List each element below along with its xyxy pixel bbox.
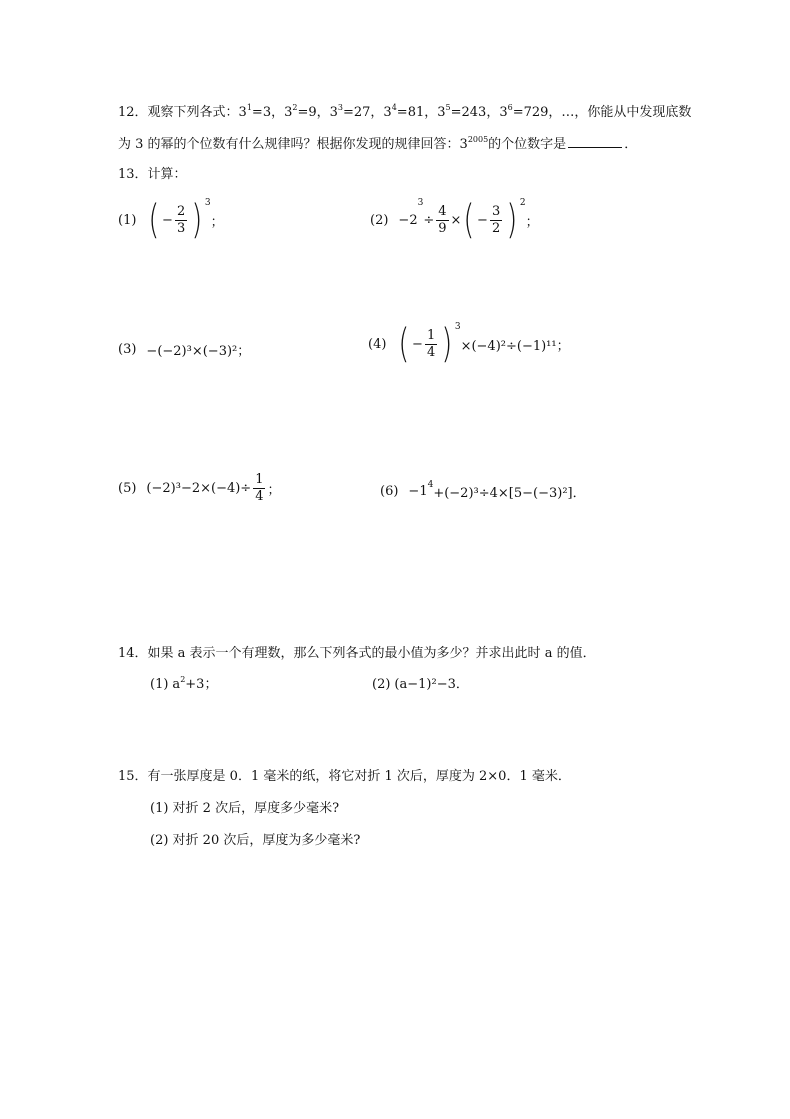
fraction: $\frac{1}{4}$: [426, 327, 436, 360]
q14-title: 14．如果 a 表示一个有理数，那么下列各式的最小值为多少？并求出此时 a 的值．: [118, 646, 596, 661]
left-paren: (: [398, 321, 410, 367]
q14-part2: (2) (a−1)²−3．: [372, 677, 469, 692]
right-paren: ): [506, 197, 518, 243]
q15-part2: (2) 对折 20 次后，厚度为多少毫米?: [150, 833, 361, 848]
fraction: $\frac{3}{2}$: [491, 203, 501, 236]
q13-part3: (3) −(−2)³×(−3)²；: [118, 342, 251, 359]
q13-part4: (4) ( − $\frac{1}{4}$ ) 3 ×(−4)²÷(−1)¹¹；: [368, 321, 570, 367]
left-paren: (: [463, 197, 475, 243]
q15-part1: (1) 对折 2 次后，厚度多少毫米?: [150, 801, 340, 816]
q13-part6: (6) −1 4 +(−2)³÷4×[5−(−3)²]．: [380, 480, 586, 501]
q13-title: 13．计算：: [118, 167, 187, 182]
fraction: $\frac{4}{9}$: [438, 203, 447, 236]
answer-blank[interactable]: [568, 135, 622, 148]
q13-part5: (5) (−2)³−2×(−4)÷ $\frac{1}{4}$ ；: [118, 472, 281, 504]
q12-line1: 12．观察下列各式：$3^1=3$，$3^2=9$，$3^3=27$，$3^4=81$，$3^5=243$，$3^6=729$，…，你能从中发现底数: [118, 103, 692, 120]
q13-part2: (2) −2 3 ÷ $\frac{4}{9}$ × ( − $\frac{3}{2}$ ) 2 ；: [370, 197, 539, 243]
right-paren: ): [441, 321, 453, 367]
fraction: $\frac{1}{4}$: [255, 472, 264, 504]
right-paren: ): [191, 197, 203, 243]
q13-part1: (1) ( − $\frac{2}{3}$ ) 3 ；: [118, 197, 224, 243]
fraction: $\frac{2}{3}$: [176, 203, 186, 236]
q15-title: 15．有一张厚度是 0．1 毫米的纸，将它对折 1 次后，厚度为 2×0．1 毫米．: [118, 769, 571, 784]
left-paren: (: [148, 197, 160, 243]
q12-line2: 为 3 的幂的个位数有什么规律吗？根据你发现的规律回答：$3^{2005}$的个位数字是 ．: [118, 135, 638, 152]
q14-part1: (1) $a^2+3$；: [150, 675, 218, 692]
